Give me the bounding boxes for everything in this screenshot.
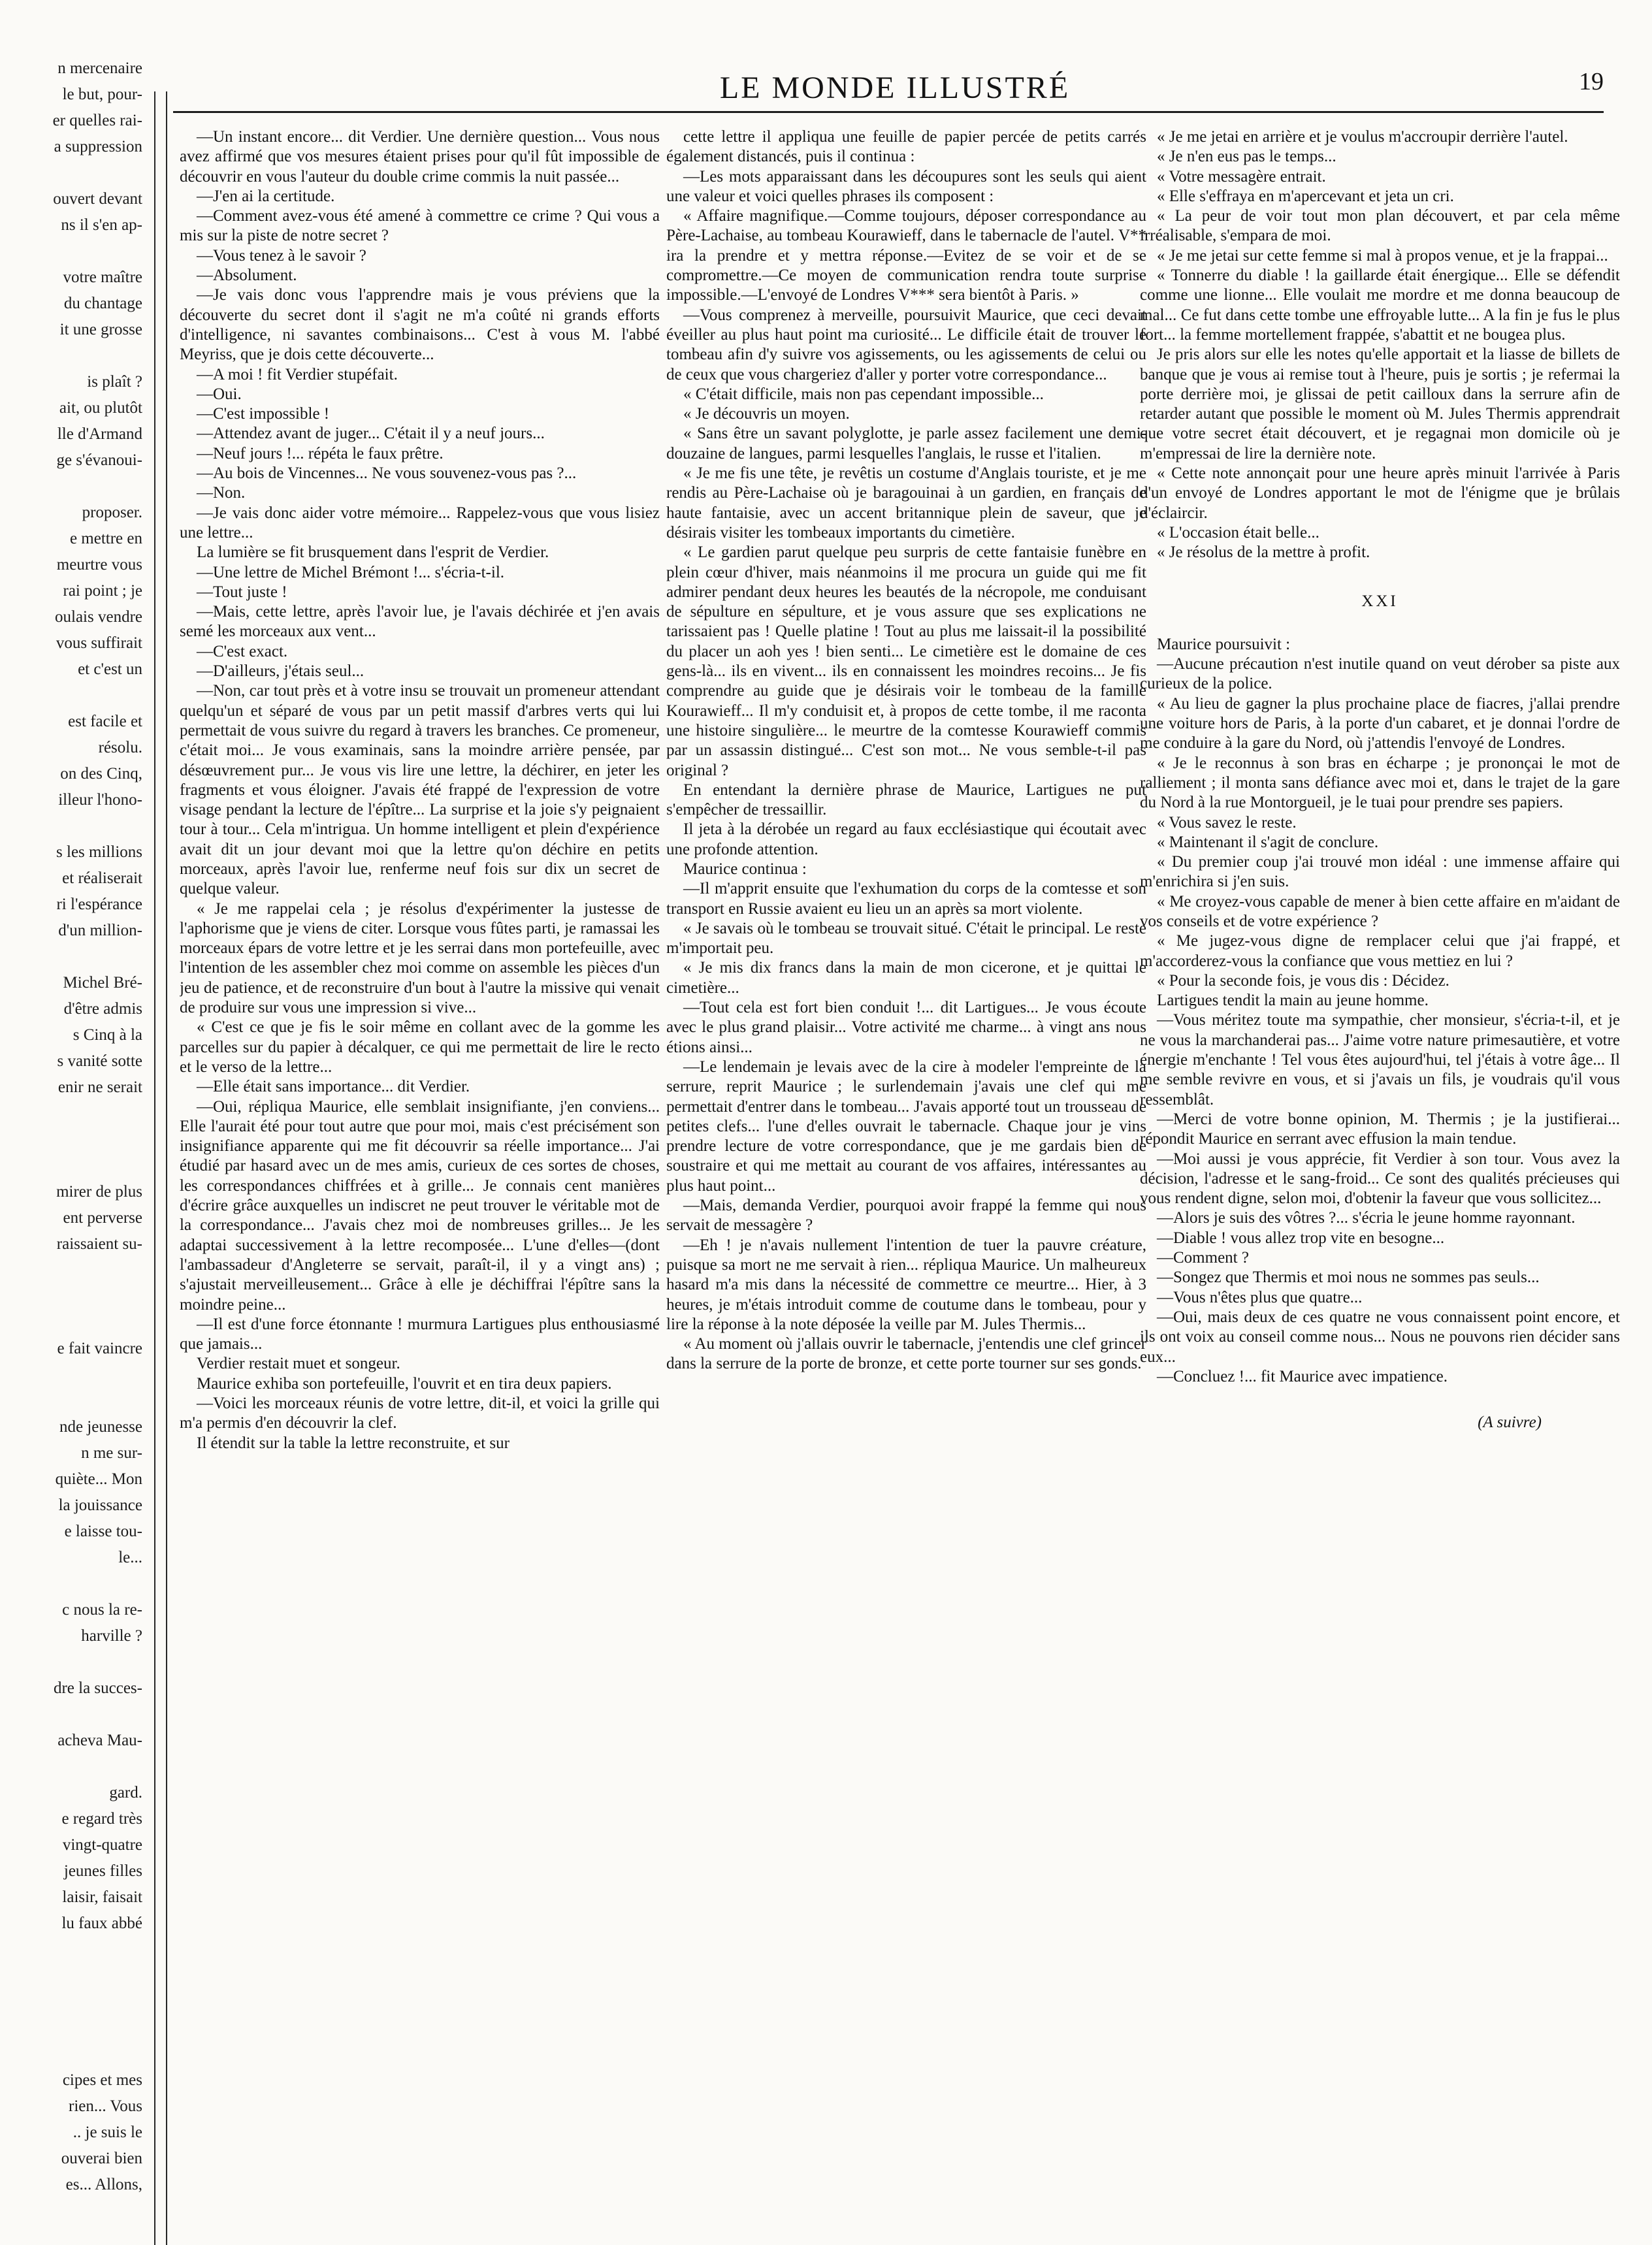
text-column-2 bbox=[666, 127, 1146, 2231]
paragraph: —Vous méritez toute ma sympathie, cher monsieur, s'écria-t-il, et je ne vous la marchanderai pas... J'aime votre nature primesautière, et votre énergie m'enchante ! Tel vous êtes aujourd'hui, tel j'étais à votre âge... Il me semble revivre en vous, et si j'avais un fils, je voudrais qu'il vous ressemblât. bbox=[1140, 1011, 1620, 1108]
fragment-line: is plaît ? bbox=[87, 373, 142, 391]
paragraph: —Oui, mais deux de ces quatre ne vous connaissent point encore, et ils ont voix au conseil comme nous... Nous ne pouvons rien décider sans eux... bbox=[1140, 1308, 1620, 1366]
paragraph: Maurice continua : bbox=[683, 860, 807, 878]
paragraph: Je pris alors sur elle les notes qu'elle apportait et la liasse de billets de banque que je vous ai remise tout à l'heure, puis je sortis ; je refermai la porte derrière moi, je glissai de petit cailloux dans la serrure afin de retarder autant que possible le moment où M. Jules Thermis apprendrait que votre secret était découvert, et je regagnai mon domicile où je m'empressai de lire la dernière note. bbox=[1140, 346, 1620, 462]
paragraph: —Diable ! vous allez trop vite en besogne... bbox=[1157, 1229, 1445, 1247]
paragraph: —Tout cela est fort bien conduit !... dit Lartigues... Je vous écoute avec le plus grand plaisir... Votre activité me charme... à vingt ans nous étions ainsi... bbox=[666, 999, 1146, 1056]
fragment-line: e mettre en bbox=[69, 530, 142, 547]
paragraph: —Neuf jours !... répéta le faux prêtre. bbox=[197, 444, 444, 462]
fragment-line: enir ne serait bbox=[57, 1078, 142, 1096]
fragment-line: c nous la re- bbox=[62, 1601, 142, 1619]
fragment-line: it une grosse bbox=[59, 321, 142, 338]
paragraph: —Absolument. bbox=[197, 266, 297, 285]
paragraph: « L'occasion était belle... bbox=[1157, 523, 1320, 541]
fragment-line: s Cinq à la bbox=[73, 1026, 142, 1044]
paragraph: —C'est impossible ! bbox=[197, 405, 330, 423]
paragraph: « Sans être un savant polyglotte, je parle assez facilement une demi-douzaine de langues, parmi lesquelles l'anglais, le russe et l'italien. bbox=[666, 425, 1146, 462]
fragment-line: rien... Vous bbox=[69, 2097, 142, 2115]
paragraph: —Eh ! je n'avais nullement l'intention de tuer la pauvre créature, puisque sa mort ne me servait à rien... répliqua Maurice. Un malheureux hasard m'a mis dans la nécessité de commettre ce meurtre... Hier, à 3 heures, je m'étais introduit comme de coutume dans le tombeau, pour y lire la réponse à la note déposée la veille par M. Jules Thermis... bbox=[666, 1236, 1146, 1333]
paragraph: « Cette note annonçait pour une heure après minuit l'arrivée à Paris d'un envoyé de Londres apportant le mot de l'énigme que je brûlais d'éclaircir. bbox=[1140, 464, 1620, 522]
paragraph: —C'est exact. bbox=[197, 642, 288, 660]
paragraph: —Les mots apparaissant dans les découpures sont les seuls qui aient une valeur et voici quelles phrases ils composent : bbox=[666, 167, 1146, 205]
paragraph: —Non, car tout près et à votre insu se trouvait un promeneur attendant quelqu'un et séparé de vous par un petit massif d'arbres verts qui lui permettait de vous suivre du regard à travers les branches. Ce promeneur, c'était moi... Je vous examinais, sans la moindre arrière pensée, par désœuvrement pur... Je vous vis lire une lettre, la déchirer, en jeter les fragments et vous éloigner. J'avais été frappé de l'expression de votre visage pendant la lecture de l'épître... La surprise et la joie s'y peignaient tour à tour... Cela m'intrigua. Un homme intelligent et plein d'expérience avait dit un jour devant moi que la lettre qu'on déchire en petits morceaux, après l'avoir lue, renferme neuf fois sur dix un secret de quelque valeur. bbox=[180, 682, 660, 898]
fragment-line: lle d'Armand bbox=[57, 425, 142, 443]
paragraph: « Tonnerre du diable ! la gaillarde était énergique... Elle se défendit comme une lionne... Elle voulait me mordre et me donna beaucoup de mal... Ce fut dans cette tombe une effroyable lutte... A la fin je fus le plus fort... la femme mortellement frappée, s'abattit et ne bougea plus. bbox=[1140, 266, 1620, 344]
paragraph: —Comment avez-vous été amené à commettre ce crime ? Qui vous a mis sur la piste de notre secret ? bbox=[180, 207, 660, 245]
fragment-line: la jouissance bbox=[58, 1496, 142, 1514]
fragment-line: ait, ou plutôt bbox=[59, 399, 142, 417]
paragraph: « Je me rappelai cela ; je résolus d'expérimenter la justesse de l'aphorisme que je viens de citer. Lorsque vous fûtes parti, je ramassai les morceaux épars de votre lettre et je les serrai dans mon portefeuille, avec l'intention de les assembler chez moi comme on assemble les pièces d'un jeu de patience, et de reconstruire d'un bout à l'autre la missive qui venait de produire sur vous une impression si vive... bbox=[180, 899, 660, 1017]
paragraph: —Tout juste ! bbox=[197, 583, 287, 601]
paragraph: « Vous savez le reste. bbox=[1157, 813, 1297, 832]
paragraph: « Du premier coup j'ai trouvé mon idéal : une immense affaire qui m'enrichira si j'en suis. bbox=[1140, 853, 1620, 891]
fragment-line: vingt-quatre bbox=[62, 1836, 142, 1854]
paragraph: « Je n'en eus pas le temps... bbox=[1157, 148, 1336, 166]
paragraph: —Une lettre de Michel Brémont !... s'écria-t-il. bbox=[197, 563, 505, 581]
paragraph: —Je vais donc aider votre mémoire... Rappelez-vous que vous lisiez une lettre... bbox=[180, 504, 660, 541]
fragment-line: résolu. bbox=[98, 739, 142, 756]
fragment-line: le... bbox=[118, 1549, 142, 1566]
fragment-line: votre maître bbox=[63, 268, 142, 286]
fragment-line: ouvert devant bbox=[53, 190, 142, 208]
paragraph: —Alors je suis des vôtres ?... s'écria le jeune homme rayonnant. bbox=[1157, 1209, 1576, 1227]
fragment-line: lu faux abbé bbox=[61, 1914, 142, 1932]
fragment-line: ouverai bien bbox=[61, 2150, 142, 2167]
paragraph: « Elle s'effraya en m'apercevant et jeta un cri. bbox=[1157, 187, 1454, 205]
paragraph: « C'est ce que je fis le soir même en collant avec de la gomme les parcelles sur du papier à décalquer, ce qui me permettait de lire le recto et le verso de la lettre... bbox=[180, 1018, 660, 1076]
fragment-line: a suppression bbox=[54, 138, 142, 155]
fragment-line: on des Cinq, bbox=[60, 765, 142, 783]
paragraph: « Je mis dix francs dans la main de mon cicerone, et je quittai le cimetière... bbox=[666, 959, 1146, 997]
paragraph: —D'ailleurs, j'étais seul... bbox=[197, 662, 364, 681]
fragment-line: meurtre vous bbox=[56, 556, 142, 573]
paragraph: « Me croyez-vous capable de mener à bien cette affaire en m'aidant de vos conseils et de votre expérience ? bbox=[1140, 892, 1620, 930]
paragraph: —Il est d'une force étonnante ! murmura Lartigues plus enthousiasmé que jamais... bbox=[180, 1315, 660, 1353]
paragraph: Il jeta à la dérobée un regard au faux ecclésiastique qui écoutait avec une profonde attention. bbox=[666, 820, 1146, 858]
paragraph: « Au lieu de gagner la plus prochaine place de fiacres, j'allai prendre une voiture hors de Paris, à la porte d'un cabaret, et je donnai l'ordre de me conduire à la gare du Nord, où j'attendis l'envoyé de Londres. bbox=[1140, 694, 1620, 752]
text-column-1 bbox=[180, 127, 660, 2231]
fragment-line: vous suffirait bbox=[56, 634, 142, 652]
paragraph: —Mais, demanda Verdier, pourquoi avoir frappé la femme qui nous servait de messagère ? bbox=[666, 1197, 1146, 1235]
paragraph: —Merci de votre bonne opinion, M. Thermis ; je la justifierai... répondit Maurice en serrant avec effusion la main tendue. bbox=[1140, 1110, 1620, 1148]
paragraph: —Concluez !... fit Maurice avec impatience. bbox=[1157, 1367, 1448, 1385]
fragment-line: .. je suis le bbox=[73, 2124, 142, 2141]
fragment-line: harville ? bbox=[81, 1627, 142, 1645]
fragment-line: e regard très bbox=[61, 1810, 142, 1828]
paragraph: « Je le reconnus à son bras en écharpe ; je prononçai le mot de ralliement ; il monta sans défiance avec moi et, dans le trajet de la gare du Nord à la rue Montorgueil, je le tuai pour prendre ses papiers. bbox=[1140, 754, 1620, 812]
fragment-line: s vanité sotte bbox=[57, 1052, 142, 1070]
fragment-line: cipes et mes bbox=[62, 2071, 142, 2089]
fragment-line: et réaliserait bbox=[62, 869, 142, 887]
fragment-line: ge s'évanoui- bbox=[56, 451, 142, 469]
fragment-line: s les millions bbox=[56, 843, 142, 861]
fragment-line: d'être admis bbox=[63, 1000, 142, 1018]
paragraph: —Oui, répliqua Maurice, elle semblait insignifiante, j'en conviens... Elle l'aurait été pour tout autre que pour moi, mais c'est précisément son insignifiance apparente qui me fit découvrir sa réelle importance... J'ai étudié par hasard avec un de mes amis, curieux de ces sortes de choses, les correspondances chiffrées et à grille... Je connais cent manières d'écrire grâce auxquelles un indiscret ne peut trouver le véritable mot de la correspondance... J'avais chez moi de nombreuses grilles... Je les adaptai successivement à la lettre recomposée... L'une d'elles—(dont l'ambassadeur d'Angleterre se servait, paraît-il, il y a vingt ans) ; s'ajustait merveilleusement... Grâce à elle je déchiffrai l'épître sans la moindre peine... bbox=[180, 1097, 660, 1314]
fragment-line: laisir, faisait bbox=[62, 1888, 142, 1906]
fragment-line: illeur l'hono- bbox=[58, 791, 142, 809]
paragraph: —Comment ? bbox=[1157, 1249, 1249, 1267]
fragment-line: Michel Bré- bbox=[63, 974, 142, 992]
paragraph: « Je me fis une tête, je revêtis un costume d'Anglais touriste, et je me rendis au Père-Lachaise où je baragouinai à un gardien, en français de haute fantaisie, avec un accent britannique plein de saveur, que je désirais visiter les tombeaux importants du cimetière. bbox=[666, 464, 1146, 541]
paragraph: « Je me jetai en arrière et je voulus m'accroupir derrière l'autel. bbox=[1157, 128, 1568, 146]
fragment-line: ns il s'en ap- bbox=[61, 216, 142, 234]
paragraph: « Affaire magnifique.—Comme toujours, déposer correspondance au Père-Lachaise, au tombeau Kourawieff, dans le tabernacle de l'autel. V** ira la prendre et y mettra réponse.—Evitez de se voir et de se compromettre.—Ce moyen de communication rendra toute surprise impossible.—L'envoyé de Londres V*** sera bientôt à Paris. » bbox=[666, 207, 1146, 304]
to-be-continued: (A suivre) bbox=[1478, 1413, 1542, 1432]
chapter-heading: XXI bbox=[1361, 592, 1399, 610]
fragment-line: es... Allons, bbox=[65, 2176, 142, 2193]
fragment-line: gard. bbox=[109, 1784, 142, 1801]
paragraph: Verdier restait muet et songeur. bbox=[197, 1355, 400, 1373]
paragraph: « Je découvris un moyen. bbox=[683, 405, 850, 423]
paragraph: « Je savais où le tombeau se trouvait situé. C'était le principal. Le reste m'importait peu. bbox=[666, 919, 1146, 958]
text-column-3 bbox=[1140, 127, 1620, 2231]
paragraph: —Oui. bbox=[197, 385, 242, 403]
fragment-line: du chantage bbox=[63, 295, 142, 312]
page-number: 19 bbox=[1579, 68, 1604, 95]
paragraph: « Je résolus de la mettre à profit. bbox=[1157, 543, 1370, 562]
fragment-line: d'un million- bbox=[58, 922, 142, 939]
fragment-line: ent perverse bbox=[63, 1209, 142, 1227]
paragraph: Maurice exhiba son portefeuille, l'ouvrit et en tira deux papiers. bbox=[197, 1374, 612, 1393]
paragraph: —Moi aussi je vous apprécie, fit Verdier à son tour. Vous avez la décision, l'adresse et le sang-froid... Ce sont des qualités précieuses qui vous rendent digne, selon moi, d'obtenir la faveur que vous sollicitez... bbox=[1140, 1150, 1620, 1208]
paragraph: « Me jugez-vous digne de remplacer celui que j'ai frappé, et m'accorderez-vous la confiance que vous mettiez en lui ? bbox=[1140, 932, 1620, 970]
paragraph: —Vous n'êtes plus que quatre... bbox=[1157, 1288, 1363, 1306]
paragraph: —Il m'apprit ensuite que l'exhumation du corps de la comtesse et son transport en Russie avaient eu lieu un an après sa mort violente. bbox=[666, 880, 1146, 918]
fragment-line: mirer de plus bbox=[56, 1183, 142, 1201]
fragment-line: et c'est un bbox=[78, 660, 142, 678]
paragraph: —Vous tenez à le savoir ? bbox=[197, 246, 366, 265]
paragraph: —Mais, cette lettre, après l'avoir lue, je l'avais déchirée et j'en avais semé les morceaux aux vent... bbox=[180, 603, 660, 641]
masthead: LE MONDE ILLUSTRÉ bbox=[719, 71, 1071, 105]
fragment-line: e laisse tou- bbox=[64, 1523, 142, 1540]
paragraph: « C'était difficile, mais non pas cependant impossible... bbox=[683, 385, 1044, 403]
paragraph: « Le gardien parut quelque peu surpris de cette fantaisie funèbre en plein cœur d'hiver, mais néanmoins il me procura un guide qui me fit admirer pendant deux heures les beautés de la nécropole, me conduisant de sépulture en sépulture, et je vous assure que ses explications ne tarissaient pas ! Quelle platine ! Tout au plus me laissait-il la possibilité du placer un aoh yes ! bien senti... Le cimetière est le domaine de ces gens-là... ils en vivent... ils en connaissent les moindres recoins... Je fis comprendre au guide que je désirais voir le tombeau de la famille Kourawieff... Il m'y conduisit et, à propos de cette tombe, il me raconta une histoire singulière... le meurtre de la comtesse Kourawieff commis par un assassin distingué... C'est son mot... Ne vous semble-t-il pas original ? bbox=[666, 543, 1146, 779]
fragment-line: er quelles rai- bbox=[52, 112, 142, 129]
paragraph: —Je vais donc vous l'apprendre mais je vous préviens que la découverte du secret dont il s'agit ne m'a coûté ni grands efforts d'intelligence, ni savantes combinaisons... C'est à vous M. l'abbé Meyriss, que je dois cette découverte... bbox=[180, 286, 660, 364]
paragraph: Maurice poursuivit : bbox=[1157, 635, 1291, 653]
paragraph: « Maintenant il s'agit de conclure. bbox=[1157, 833, 1379, 851]
paragraph: —Un instant encore... dit Verdier. Une dernière question... Vous nous avez affirmé que vos mesures étaient prises pour qu'il fût impossible de découvrir en vous l'auteur du double crime commis la nuit passée... bbox=[180, 128, 660, 186]
fragment-line: rai point ; je bbox=[63, 582, 142, 600]
paragraph: —Attendez avant de juger... C'était il y a neuf jours... bbox=[197, 425, 545, 443]
fragment-line: est facile et bbox=[68, 713, 142, 730]
paragraph: La lumière se fit brusquement dans l'esprit de Verdier. bbox=[197, 543, 549, 562]
paragraph: Lartigues tendit la main au jeune homme. bbox=[1157, 992, 1429, 1010]
paragraph: « Pour la seconde fois, je vous dis : Décidez. bbox=[1157, 971, 1450, 990]
fragment-line: ri l'espérance bbox=[56, 896, 142, 913]
paragraph: —Au bois de Vincennes... Ne vous souvenez-vous pas ?... bbox=[197, 464, 577, 483]
page-gutter-line bbox=[166, 91, 167, 2245]
fragment-line: raissaient su- bbox=[56, 1235, 142, 1253]
paragraph: En entendant la dernière phrase de Maurice, Lartigues ne put s'empêcher de tressaillir. bbox=[666, 781, 1146, 819]
paragraph: « Au moment où j'allais ouvrir le tabernacle, j'entendis une clef grincer dans la serrure de la porte de bronze, et cette porte tourner sur ses gonds. bbox=[666, 1335, 1146, 1373]
fragment-line: n mercenaire bbox=[57, 59, 142, 77]
paragraph: cette lettre il appliqua une feuille de papier percée de petits carrés également distancés, puis il continua : bbox=[666, 128, 1146, 166]
fragment-line: dre la succes- bbox=[53, 1679, 142, 1697]
paragraph: —Vous comprenez à merveille, poursuivit Maurice, que ceci devait éveiller au plus haut point ma curiosité... Le difficile était de trouver le tombeau afin d'y suivre vos agissements, ou les agissements de celui ou de ceux que vous chargeriez d'aller y porter votre correspondance... bbox=[666, 306, 1146, 383]
paragraph: —Elle était sans importance... dit Verdier. bbox=[197, 1078, 470, 1096]
header-rule bbox=[173, 111, 1604, 113]
fragment-line: oulais vendre bbox=[55, 608, 142, 626]
paragraph: —Non. bbox=[197, 484, 246, 502]
paragraph: —Voici les morceaux réunis de votre lettre, dit-il, et voici la grille qui m'a permis d'en découvrir la clef. bbox=[180, 1395, 660, 1432]
fragment-line: acheva Mau- bbox=[57, 1732, 142, 1749]
fragment-line: jeunes filles bbox=[63, 1862, 142, 1880]
fragment-line: quiète... Mon bbox=[55, 1470, 142, 1488]
paragraph: « La peur de voir tout mon plan découvert, et par cela même irréalisable, s'empara de moi. bbox=[1140, 207, 1620, 245]
paragraph: —A moi ! fit Verdier stupéfait. bbox=[197, 365, 398, 383]
fragment-line: n me sur- bbox=[81, 1444, 142, 1462]
paragraph: « Votre messagère entrait. bbox=[1157, 167, 1326, 186]
fragment-line: proposer. bbox=[82, 504, 142, 521]
paragraph: —J'en ai la certitude. bbox=[197, 187, 335, 205]
fragment-line: le but, pour- bbox=[62, 86, 142, 103]
paragraph: —Aucune précaution n'est inutile quand on veut dérober sa piste aux curieux de la police. bbox=[1140, 655, 1620, 693]
paragraph: —Le lendemain je levais avec de la cire à modeler l'empreinte de la serrure, reprit Maurice ; le surlendemain j'avais une clef qui me permettait d'entrer dans le tombeau... J'avais apporté tout un trousseau de petites clefs... l'une d'elles ouvrait le tabernacle. Chaque jour je vins prendre lecture de votre correspondance, que je me gardais bien de soustraire et qui me mettait au courant de vos affaires, intéressantes au plus haut point... bbox=[666, 1058, 1146, 1195]
fragment-line: e fait vaincre bbox=[57, 1340, 142, 1357]
paragraph: Il étendit sur la table la lettre reconstruite, et sur bbox=[197, 1434, 510, 1452]
previous-page-column-fragment bbox=[0, 59, 150, 2240]
fragment-line: nde jeunesse bbox=[59, 1418, 142, 1436]
page-gutter-line bbox=[154, 91, 155, 2245]
paragraph: —Songez que Thermis et moi nous ne sommes pas seuls... bbox=[1157, 1268, 1540, 1287]
paragraph: « Je me jetai sur cette femme si mal à propos venue, et je la frappai... bbox=[1157, 246, 1608, 265]
